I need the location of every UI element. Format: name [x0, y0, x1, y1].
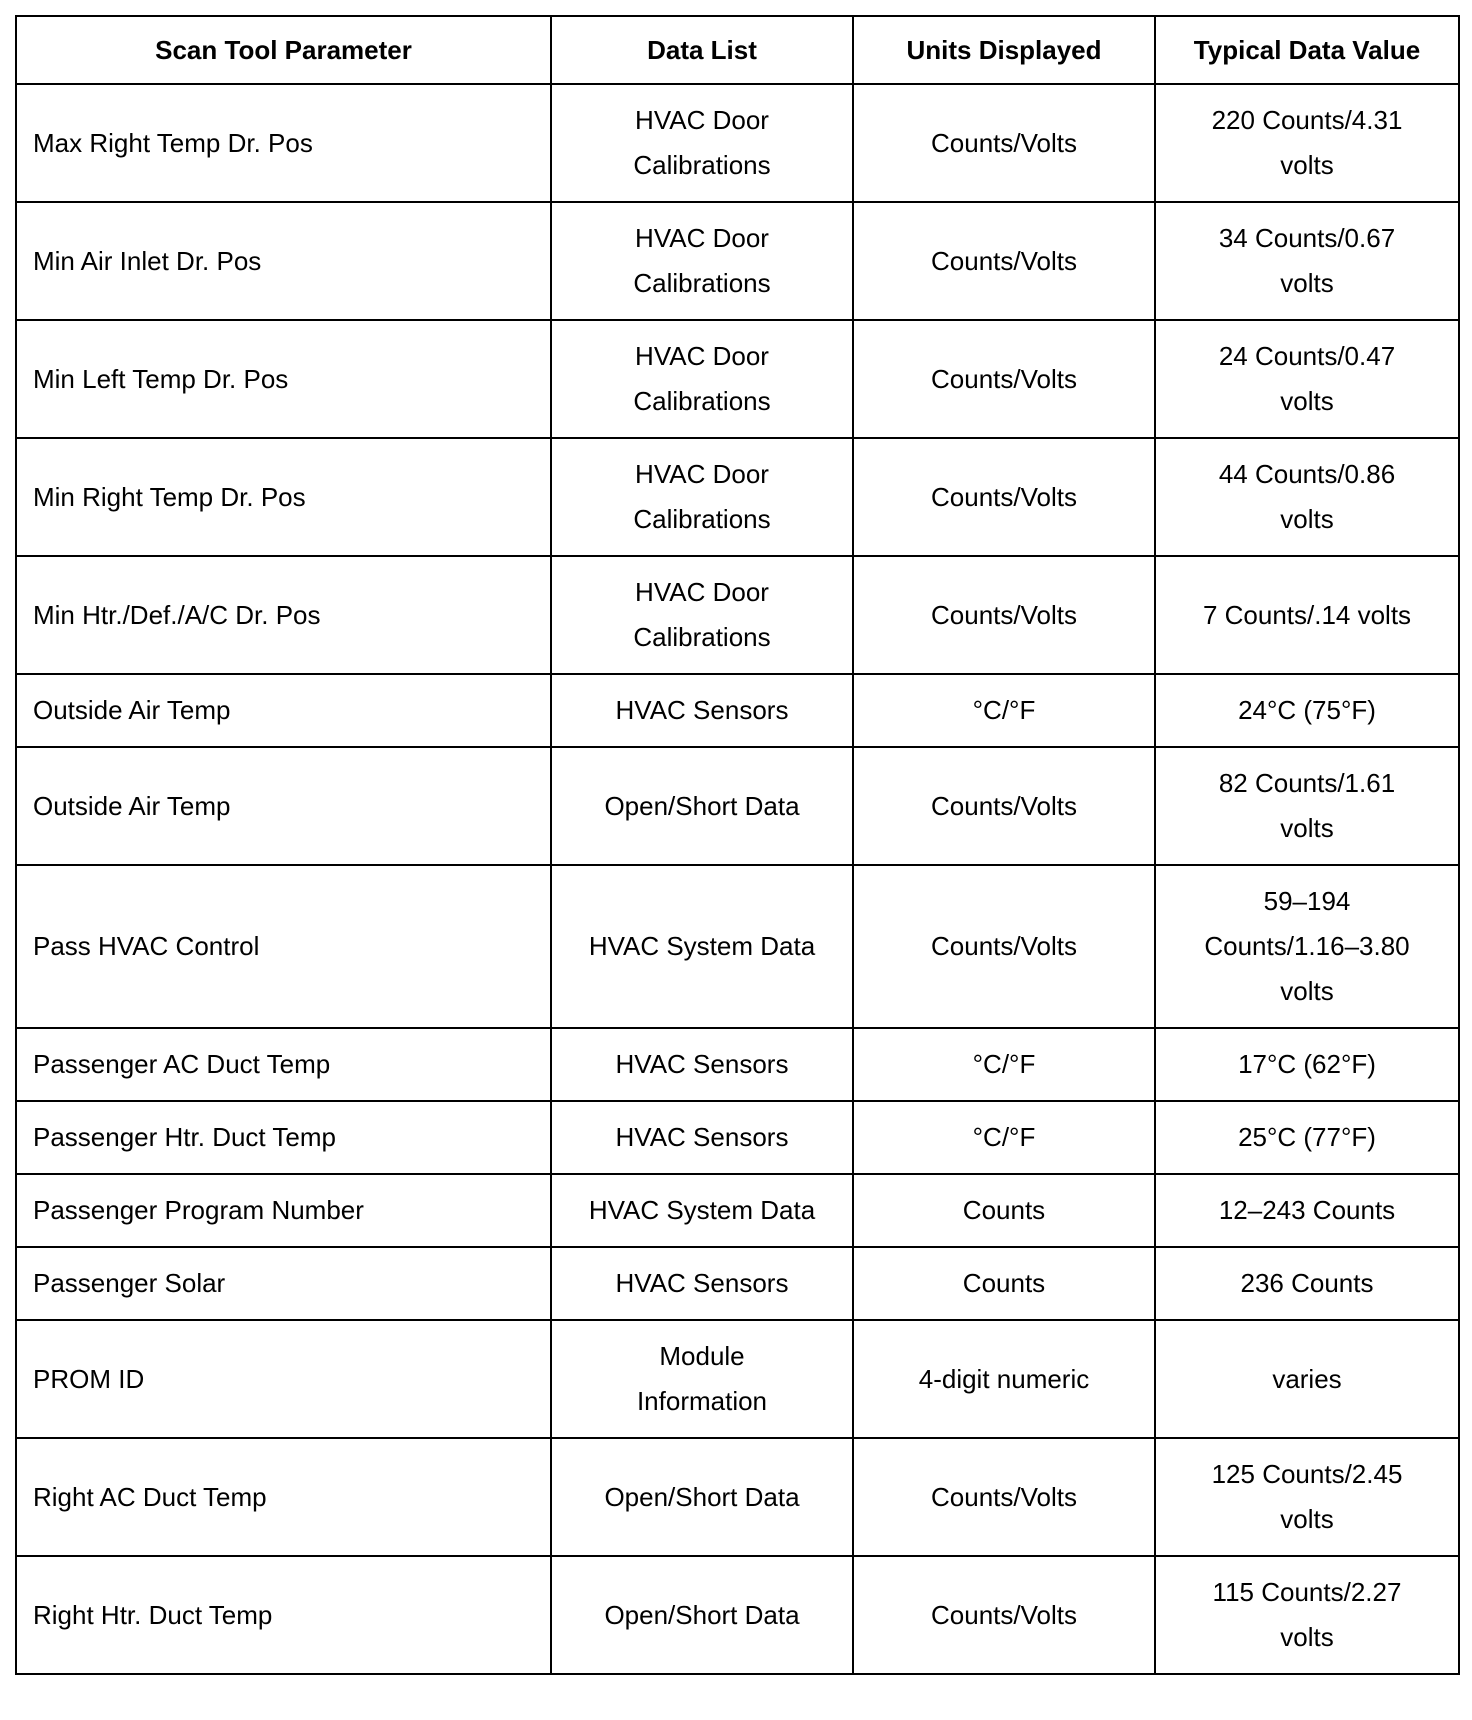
table-row	[16, 865, 1459, 1028]
units-cell: Counts	[853, 1247, 1155, 1320]
data-list-text: HVAC Door Calibrations	[633, 223, 771, 298]
units-cell: Counts	[853, 1174, 1155, 1247]
table-row	[16, 747, 1459, 865]
table-row	[16, 1028, 1459, 1101]
units-cell: °C/°F	[853, 1028, 1155, 1101]
parameter-cell: Passenger Program Number	[16, 1174, 551, 1247]
value-cell	[1155, 320, 1459, 438]
table-row	[16, 1320, 1459, 1438]
value-cell: 25°C (77°F)	[1155, 1101, 1459, 1174]
units-cell: Counts/Volts	[853, 202, 1155, 320]
table-row	[16, 320, 1459, 438]
value-text: 7 Counts/.14 volts	[1202, 599, 1412, 630]
value-text: 82 Counts/1.61 volts	[1218, 768, 1396, 843]
value-cell: varies	[1155, 1320, 1459, 1438]
data-list-text: HVAC Door Calibrations	[633, 105, 771, 180]
data-list-cell: HVAC Sensors	[551, 1028, 853, 1101]
table-row	[16, 202, 1459, 320]
table-row	[16, 1174, 1459, 1247]
value-cell	[1155, 1438, 1459, 1556]
table-row	[16, 1101, 1459, 1174]
data-list-cell	[551, 1320, 853, 1438]
parameter-cell: Min Htr./Def./A/C Dr. Pos	[16, 556, 551, 674]
parameter-cell: Max Right Temp Dr. Pos	[16, 84, 551, 202]
value-cell	[1155, 438, 1459, 556]
value-cell	[1155, 1556, 1459, 1674]
value-text: 24 Counts/0.47 volts	[1218, 341, 1396, 416]
table-row	[16, 1247, 1459, 1320]
value-cell	[1155, 84, 1459, 202]
parameter-cell: Outside Air Temp	[16, 674, 551, 747]
value-text: 44 Counts/0.86 volts	[1218, 459, 1396, 534]
data-list-cell: Open/Short Data	[551, 1438, 853, 1556]
parameter-cell: Passenger Solar	[16, 1247, 551, 1320]
parameter-cell: Pass HVAC Control	[16, 865, 551, 1028]
data-list-cell: HVAC System Data	[551, 865, 853, 1028]
data-list-text: HVAC Door Calibrations	[633, 341, 771, 416]
value-text: 220 Counts/4.31 volts	[1211, 105, 1403, 180]
table-row	[16, 556, 1459, 674]
data-list-cell: Open/Short Data	[551, 747, 853, 865]
table-row	[16, 84, 1459, 202]
value-cell: 24°C (75°F)	[1155, 674, 1459, 747]
header-units-displayed: Units Displayed	[853, 16, 1155, 84]
table-row	[16, 1438, 1459, 1556]
data-list-cell	[551, 320, 853, 438]
table-header-row	[16, 16, 1459, 84]
table-row	[16, 674, 1459, 747]
units-cell: Counts/Volts	[853, 1438, 1155, 1556]
header-data-list: Data List	[551, 16, 853, 84]
data-list-cell: HVAC System Data	[551, 1174, 853, 1247]
value-cell: 17°C (62°F)	[1155, 1028, 1459, 1101]
header-typical-data-value: Typical Data Value	[1155, 16, 1459, 84]
parameter-cell: PROM ID	[16, 1320, 551, 1438]
units-cell: Counts/Volts	[853, 1556, 1155, 1674]
value-cell	[1155, 747, 1459, 865]
units-cell: Counts/Volts	[853, 438, 1155, 556]
units-cell: °C/°F	[853, 1101, 1155, 1174]
scan-tool-data-table	[15, 15, 1460, 1675]
data-list-cell	[551, 202, 853, 320]
parameter-cell: Right AC Duct Temp	[16, 1438, 551, 1556]
parameter-cell: Min Air Inlet Dr. Pos	[16, 202, 551, 320]
parameter-cell: Right Htr. Duct Temp	[16, 1556, 551, 1674]
units-cell: 4-digit numeric	[853, 1320, 1155, 1438]
units-cell: Counts/Volts	[853, 84, 1155, 202]
parameter-cell: Passenger AC Duct Temp	[16, 1028, 551, 1101]
value-text: 34 Counts/0.67 volts	[1218, 223, 1396, 298]
value-text: 59–194 Counts/1.16–3.80 volts	[1204, 886, 1410, 1006]
value-cell	[1155, 202, 1459, 320]
units-cell: Counts/Volts	[853, 556, 1155, 674]
data-list-text: Module Information	[636, 1341, 768, 1416]
units-cell: Counts/Volts	[853, 320, 1155, 438]
data-list-text: HVAC Door Calibrations	[633, 459, 771, 534]
units-cell: Counts/Volts	[853, 747, 1155, 865]
parameter-cell: Passenger Htr. Duct Temp	[16, 1101, 551, 1174]
data-list-cell: HVAC Sensors	[551, 1101, 853, 1174]
data-list-cell: HVAC Sensors	[551, 1247, 853, 1320]
data-list-cell: HVAC Sensors	[551, 674, 853, 747]
units-cell: Counts/Volts	[853, 865, 1155, 1028]
table-row	[16, 1556, 1459, 1674]
value-cell: 12–243 Counts	[1155, 1174, 1459, 1247]
parameter-cell: Min Right Temp Dr. Pos	[16, 438, 551, 556]
table-row	[16, 438, 1459, 556]
data-list-cell	[551, 84, 853, 202]
data-list-text: HVAC Door Calibrations	[633, 577, 771, 652]
value-cell	[1155, 865, 1459, 1028]
data-list-cell	[551, 438, 853, 556]
header-scan-tool-parameter: Scan Tool Parameter	[16, 16, 551, 84]
data-list-cell	[551, 556, 853, 674]
parameter-cell: Min Left Temp Dr. Pos	[16, 320, 551, 438]
value-text: 125 Counts/2.45 volts	[1211, 1459, 1403, 1534]
value-cell: 236 Counts	[1155, 1247, 1459, 1320]
parameter-cell: Outside Air Temp	[16, 747, 551, 865]
value-cell	[1155, 556, 1459, 674]
data-list-cell: Open/Short Data	[551, 1556, 853, 1674]
value-text: 115 Counts/2.27 volts	[1212, 1577, 1402, 1652]
units-cell: °C/°F	[853, 674, 1155, 747]
